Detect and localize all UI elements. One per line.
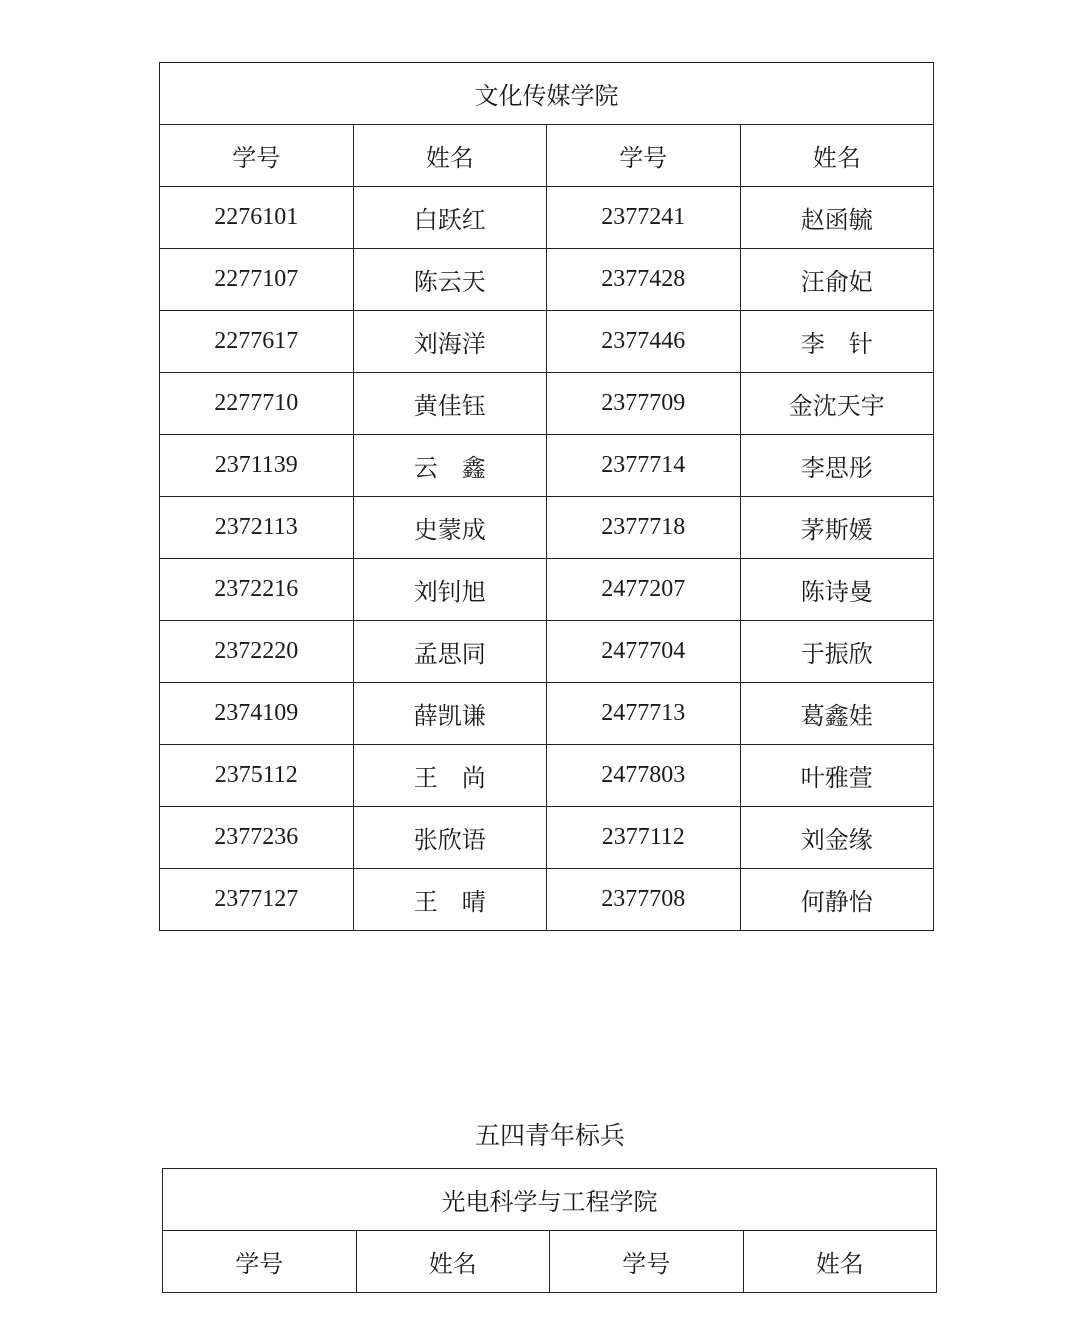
header-row bbox=[163, 1231, 937, 1293]
header-name: 姓名 bbox=[356, 1231, 550, 1293]
student-id-cell: 2377718 bbox=[547, 497, 741, 559]
header-name: 姓名 bbox=[353, 125, 547, 187]
table-row bbox=[160, 559, 934, 621]
student-id-cell: 2477207 bbox=[547, 559, 741, 621]
table-row bbox=[160, 187, 934, 249]
student-id-cell: 2372220 bbox=[160, 621, 354, 683]
student-name-cell: 王 晴 bbox=[353, 869, 547, 931]
student-id-cell: 2371139 bbox=[160, 435, 354, 497]
student-id-cell: 2377241 bbox=[547, 187, 741, 249]
student-id-cell: 2377714 bbox=[547, 435, 741, 497]
table-row bbox=[160, 683, 934, 745]
student-id-cell: 2374109 bbox=[160, 683, 354, 745]
student-name-cell: 陈云天 bbox=[353, 249, 547, 311]
student-name-cell: 王 尚 bbox=[353, 745, 547, 807]
student-name-cell: 何静怡 bbox=[740, 869, 934, 931]
student-id-cell: 2377236 bbox=[160, 807, 354, 869]
student-id-cell: 2372113 bbox=[160, 497, 354, 559]
student-id-cell: 2377446 bbox=[547, 311, 741, 373]
header-student-id: 学号 bbox=[550, 1231, 744, 1293]
table-row bbox=[160, 311, 934, 373]
table-row bbox=[160, 435, 934, 497]
section-title: 五四青年标兵 bbox=[474, 1121, 625, 1150]
student-id-cell: 2377112 bbox=[547, 807, 741, 869]
student-name-cell: 孟思同 bbox=[353, 621, 547, 683]
header-row bbox=[160, 125, 934, 187]
college-name: 光电科学与工程学院 bbox=[163, 1169, 937, 1231]
student-name-cell: 黄佳钰 bbox=[353, 373, 547, 435]
table-row bbox=[160, 807, 934, 869]
student-name-cell: 刘钊旭 bbox=[353, 559, 547, 621]
student-id-cell: 2477713 bbox=[547, 683, 741, 745]
student-id-cell: 2276101 bbox=[160, 187, 354, 249]
student-id-cell: 2375112 bbox=[160, 745, 354, 807]
student-name-cell: 白跃红 bbox=[353, 187, 547, 249]
college-title-row bbox=[163, 1169, 937, 1231]
student-name-cell: 茅斯媛 bbox=[740, 497, 934, 559]
culture-media-college-table bbox=[159, 62, 934, 931]
student-name-cell: 李思彤 bbox=[740, 435, 934, 497]
college-name: 文化传媒学院 bbox=[160, 63, 934, 125]
student-name-cell: 刘海洋 bbox=[353, 311, 547, 373]
header-name: 姓名 bbox=[740, 125, 934, 187]
student-id-cell: 2477803 bbox=[547, 745, 741, 807]
student-name-cell: 葛鑫娃 bbox=[740, 683, 934, 745]
header-student-id: 学号 bbox=[163, 1231, 357, 1293]
student-name-cell: 叶雅萱 bbox=[740, 745, 934, 807]
table-row bbox=[160, 249, 934, 311]
student-name-cell: 张欣语 bbox=[353, 807, 547, 869]
table-row bbox=[160, 869, 934, 931]
student-id-cell: 2277617 bbox=[160, 311, 354, 373]
student-name-cell: 于振欣 bbox=[740, 621, 934, 683]
student-name-cell: 史蒙成 bbox=[353, 497, 547, 559]
header-student-id: 学号 bbox=[547, 125, 741, 187]
student-name-cell: 刘金缘 bbox=[740, 807, 934, 869]
student-id-cell: 2377708 bbox=[547, 869, 741, 931]
optoelectronics-college-table bbox=[162, 1168, 937, 1293]
table-row bbox=[160, 373, 934, 435]
student-name-cell: 金沈天宇 bbox=[740, 373, 934, 435]
student-name-cell: 赵函毓 bbox=[740, 187, 934, 249]
student-name-cell: 陈诗曼 bbox=[740, 559, 934, 621]
student-name-cell: 云 鑫 bbox=[353, 435, 547, 497]
student-id-cell: 2377127 bbox=[160, 869, 354, 931]
student-id-cell: 2372216 bbox=[160, 559, 354, 621]
table-row bbox=[160, 497, 934, 559]
table-row bbox=[160, 745, 934, 807]
table-row bbox=[160, 621, 934, 683]
student-name-cell: 李 针 bbox=[740, 311, 934, 373]
student-id-cell: 2477704 bbox=[547, 621, 741, 683]
student-id-cell: 2277107 bbox=[160, 249, 354, 311]
college-title-row bbox=[160, 63, 934, 125]
student-id-cell: 2377709 bbox=[547, 373, 741, 435]
student-name-cell: 汪俞妃 bbox=[740, 249, 934, 311]
student-name-cell: 薛凯谦 bbox=[353, 683, 547, 745]
student-id-cell: 2377428 bbox=[547, 249, 741, 311]
header-student-id: 学号 bbox=[160, 125, 354, 187]
header-name: 姓名 bbox=[743, 1231, 937, 1293]
student-id-cell: 2277710 bbox=[160, 373, 354, 435]
